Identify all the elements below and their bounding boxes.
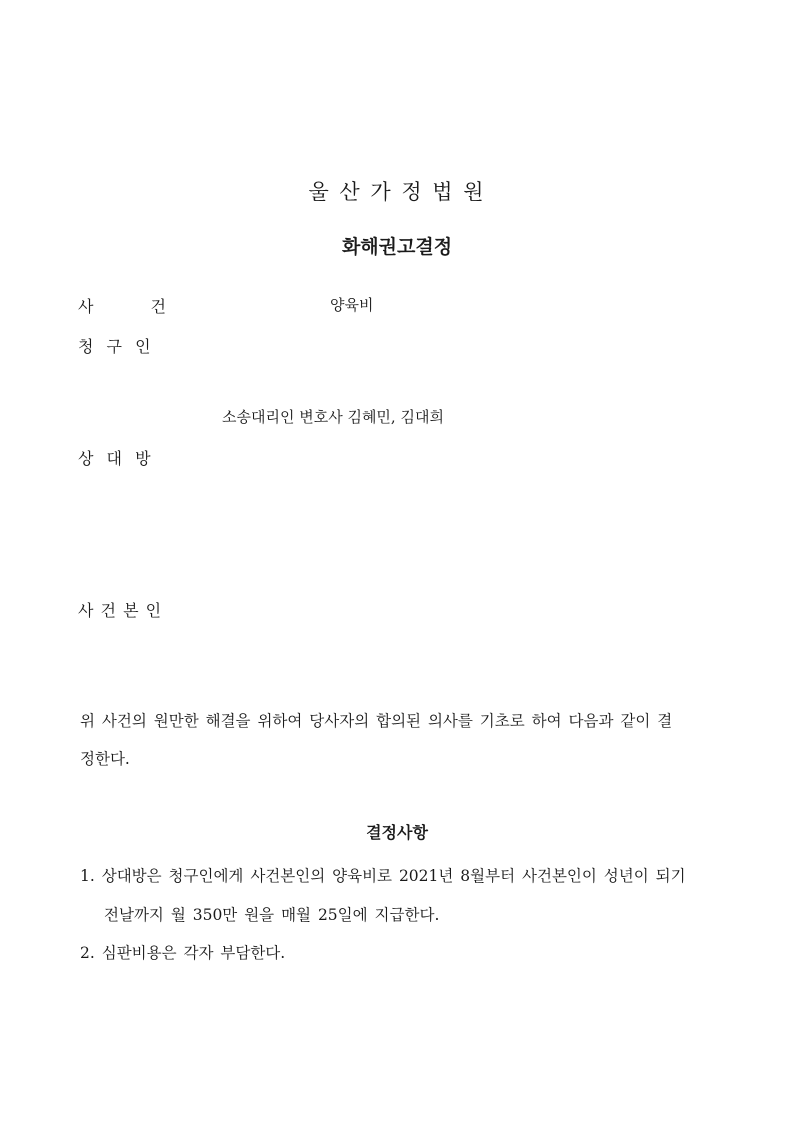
attorney-value: 소송대리인 변호사 김혜민, 김대희	[222, 408, 444, 426]
decision-item-2: 2. 심판비용은 각자 부담한다.	[80, 944, 286, 962]
intro-line-2: 정한다.	[80, 750, 130, 768]
decision-item-1-line-2: 전날까지 월 350만 원을 매월 25일에 지급한다.	[104, 906, 440, 924]
case-value: 양육비	[330, 296, 374, 314]
intro-line-1: 위 사건의 원만한 해결을 위하여 당사자의 합의된 의사를 기초로 하여 다음과 같이 결	[80, 712, 673, 730]
case-label: 사 건	[78, 297, 166, 316]
decision-heading: 결정사항	[366, 823, 428, 842]
court-name: 울 산 가 정 법 원	[308, 180, 486, 204]
claimant-label: 청 구 인	[78, 337, 151, 356]
principal-label: 사 건 본 인	[78, 601, 162, 620]
respondent-label: 상 대 방	[78, 449, 151, 468]
decision-item-1-line-1: 1. 상대방은 청구인에게 사건본인의 양육비로 2021년 8월부터 사건본인이 성년이 되기	[80, 867, 686, 885]
document-title: 화해권고결정	[341, 236, 453, 258]
